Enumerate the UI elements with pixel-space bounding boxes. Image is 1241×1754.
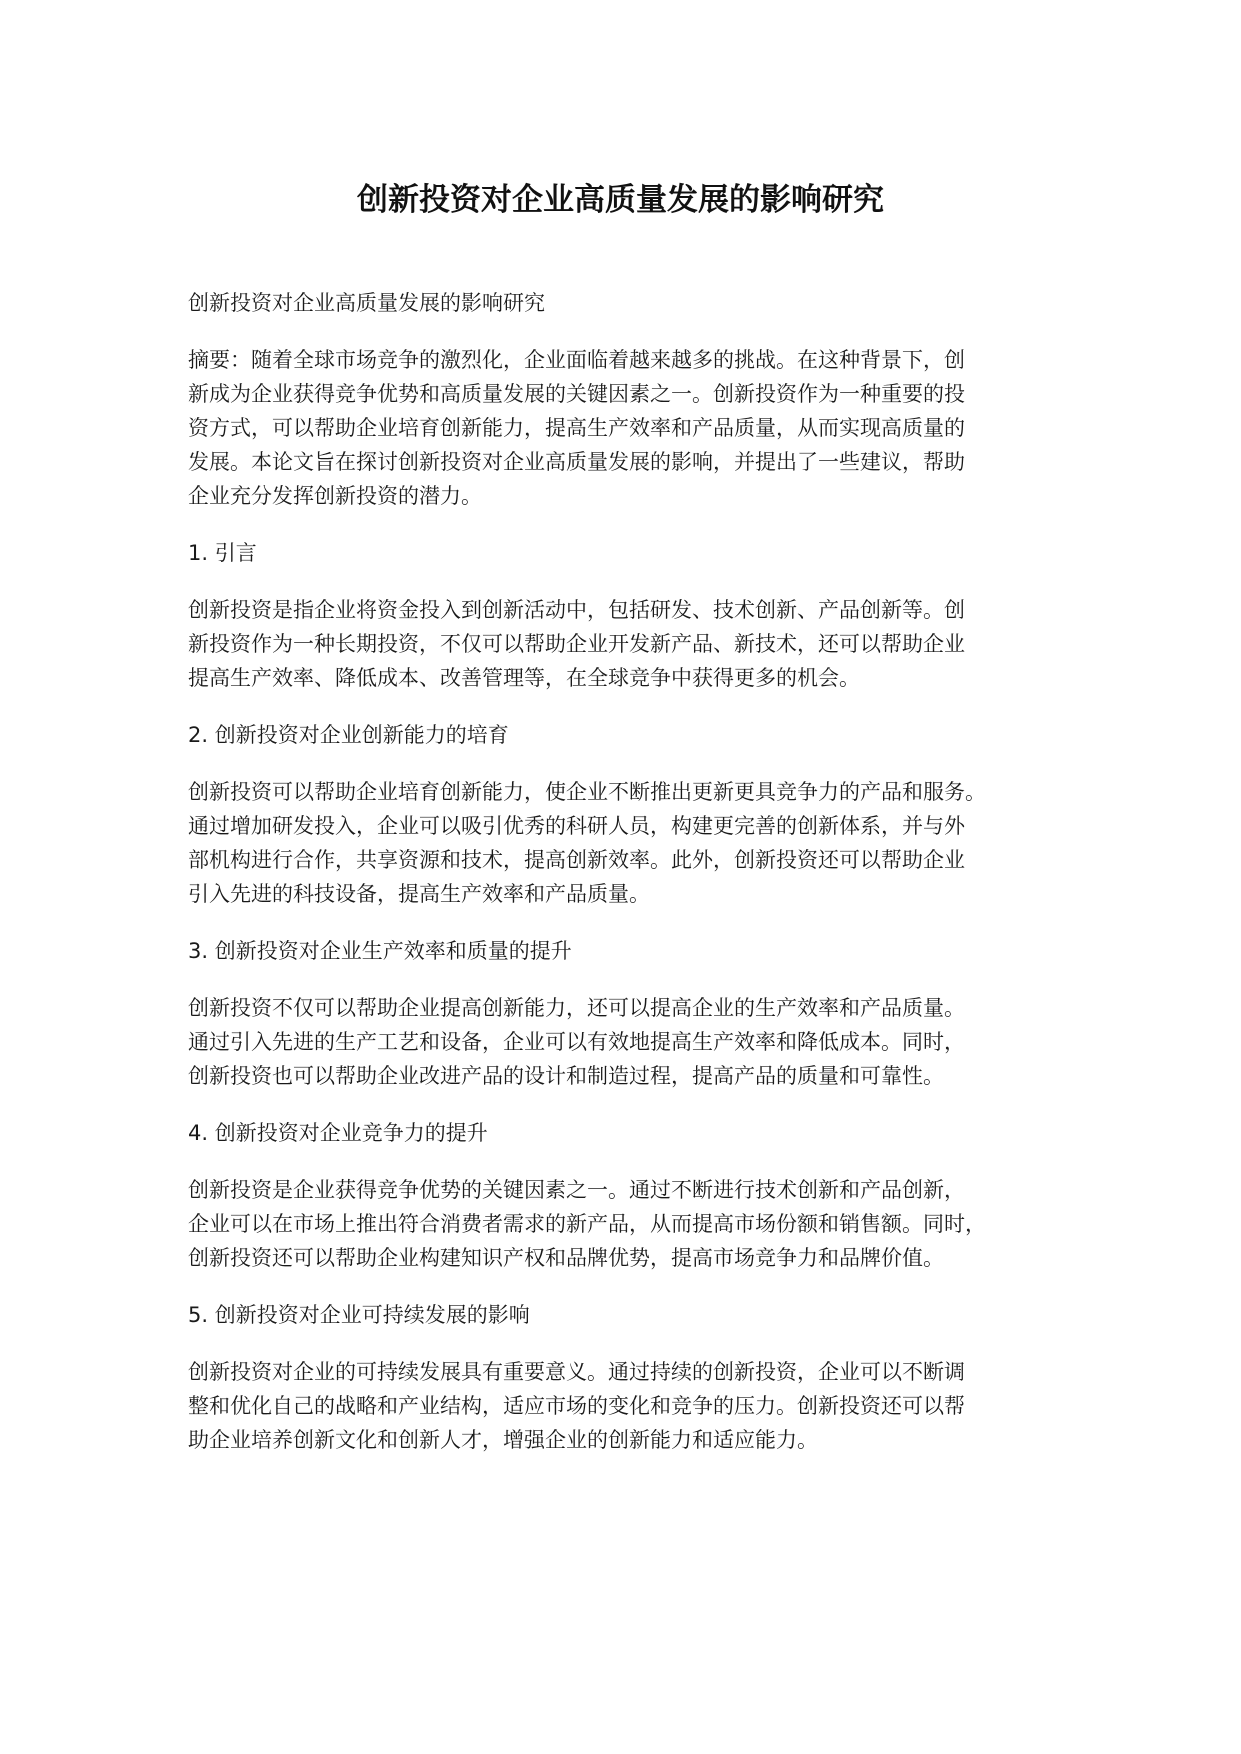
- section-heading-4: 4. 创新投资对企业竞争力的提升: [188, 1121, 488, 1145]
- section-heading-1: 1. 引言: [188, 541, 257, 565]
- section-heading-5: 5. 创新投资对企业可持续发展的影响: [188, 1303, 530, 1327]
- section-body-2: 创新投资可以帮助企业培育创新能力，使企业不断推出更新更具竞争力的产品和服务。 通过增加研发投入，企业可以吸引优秀的科研人员，构建更完善的创新体系，并与外 部机构进行合作，共享资源和技术，提高创新效率。此外，创新投资还可以帮助企业 引入先进的科技设备，提高生产效率和产品质量。: [188, 780, 986, 906]
- section-heading-2: 2. 创新投资对企业创新能力的培育: [188, 723, 509, 747]
- section-body-5: 创新投资对企业的可持续发展具有重要意义。通过持续的创新投资，企业可以不断调 整和优化自己的战略和产业结构，适应市场的变化和竞争的压力。创新投资还可以帮 助企业培养创新文化和创新人才，增强企业的创新能力和适应能力。: [188, 1360, 965, 1452]
- document-body: [188, 286, 1068, 1480]
- abstract-paragraph: 摘要：随着全球市场竞争的激烈化，企业面临着越来越多的挑战。在这种背景下，创 新成为企业获得竞争优势和高质量发展的关键因素之一。创新投资作为一种重要的投 资方式，可以帮助企业培育创新能力，提高生产效率和产品质量，从而实现高质量的 发展。本论文旨在探讨创新投资对企业高质量发展的影响，并提出了一些建议，帮助 企业充分发挥创新投资的潜力。: [188, 348, 965, 508]
- document-title: 创新投资对企业高质量发展的影响研究: [357, 182, 884, 218]
- section-body-3: 创新投资不仅可以帮助企业提高创新能力，还可以提高企业的生产效率和产品质量。 通过引入先进的生产工艺和设备，企业可以有效地提高生产效率和降低成本。同时， 创新投资也可以帮助企业改进产品的设计和制造过程，提高产品的质量和可靠性。: [188, 996, 965, 1088]
- section-body-4: 创新投资是企业获得竞争优势的关键因素之一。通过不断进行技术创新和产品创新， 企业可以在市场上推出符合消费者需求的新产品，从而提高市场份额和销售额。同时， 创新投资还可以帮助企业构建知识产权和品牌优势，提高市场竞争力和品牌价值。: [188, 1178, 986, 1270]
- subtitle: 创新投资对企业高质量发展的影响研究: [188, 291, 545, 315]
- section-heading-3: 3. 创新投资对企业生产效率和质量的提升: [188, 939, 572, 963]
- section-body-1: 创新投资是指企业将资金投入到创新活动中，包括研发、技术创新、产品创新等。创 新投资作为一种长期投资，不仅可以帮助企业开发新产品、新技术，还可以帮助企业 提高生产效率、降低成本、改善管理等，在全球竞争中获得更多的机会。: [188, 598, 965, 690]
